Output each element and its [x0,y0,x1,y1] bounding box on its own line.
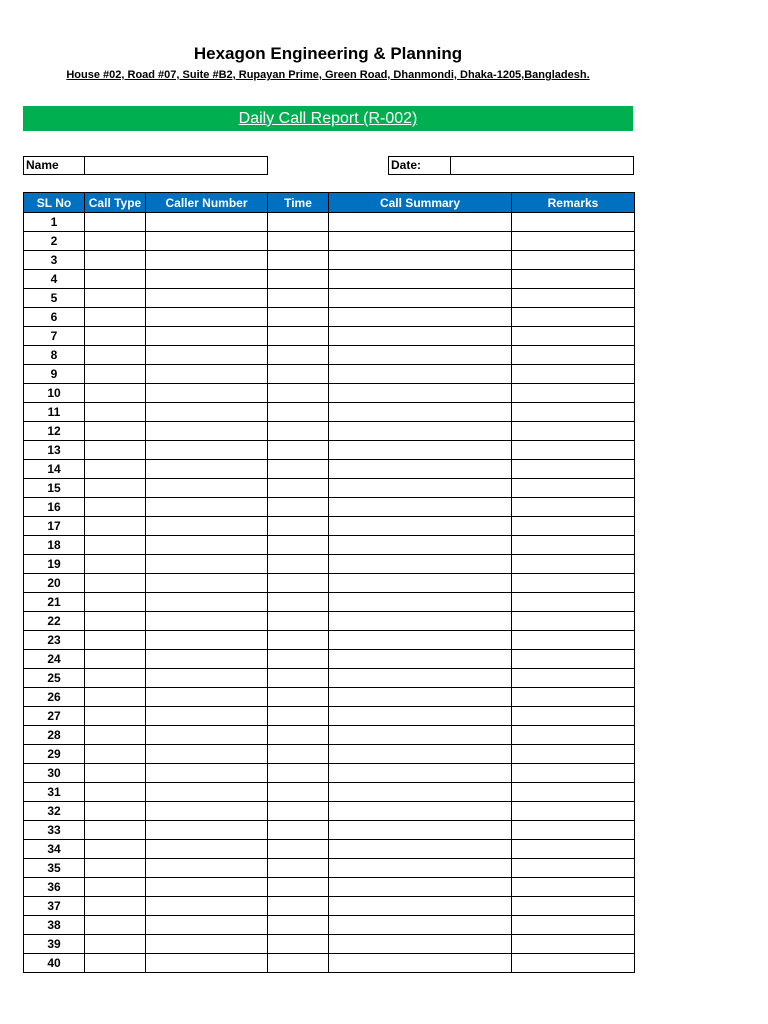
sl-no-cell: 24 [24,650,85,669]
caller-number-cell[interactable] [146,859,268,878]
table-row [24,669,635,688]
caller-number-cell[interactable] [146,707,268,726]
remarks-cell[interactable] [512,270,635,289]
caller-number-cell[interactable] [146,384,268,403]
report-title-banner: Daily Call Report (R-002) [23,106,633,131]
remarks-cell[interactable] [512,384,635,403]
time-cell[interactable] [268,954,329,973]
caller-number-cell[interactable] [146,688,268,707]
sl-no-cell: 7 [24,327,85,346]
time-cell[interactable] [268,688,329,707]
sl-no-cell: 40 [24,954,85,973]
remarks-cell[interactable] [512,897,635,916]
time-cell[interactable] [268,707,329,726]
sl-no-cell: 34 [24,840,85,859]
remarks-cell[interactable] [512,327,635,346]
call-summary-cell[interactable] [329,745,512,764]
column-header-caller-number: Caller Number [146,193,268,213]
table-row [24,498,635,517]
call-type-cell[interactable] [85,916,146,935]
time-cell[interactable] [268,764,329,783]
remarks-cell[interactable] [512,536,635,555]
call-summary-cell[interactable] [329,783,512,802]
time-cell[interactable] [268,232,329,251]
time-cell[interactable] [268,745,329,764]
remarks-cell[interactable] [512,232,635,251]
table-row [24,916,635,935]
call-summary-cell[interactable] [329,555,512,574]
call-type-cell[interactable] [85,612,146,631]
call-type-cell[interactable] [85,802,146,821]
call-type-cell[interactable] [85,726,146,745]
table-row [24,441,635,460]
remarks-cell[interactable] [512,441,635,460]
remarks-cell[interactable] [512,783,635,802]
table-row [24,270,635,289]
table-row [24,897,635,916]
remarks-cell[interactable] [512,764,635,783]
caller-number-cell[interactable] [146,555,268,574]
time-cell[interactable] [268,498,329,517]
table-row [24,650,635,669]
caller-number-cell[interactable] [146,650,268,669]
caller-number-cell[interactable] [146,346,268,365]
call-summary-cell[interactable] [329,232,512,251]
time-cell[interactable] [268,460,329,479]
time-cell[interactable] [268,479,329,498]
sl-no-cell: 14 [24,460,85,479]
call-summary-cell[interactable] [329,764,512,783]
sl-no-cell: 22 [24,612,85,631]
table-row [24,517,635,536]
time-cell[interactable] [268,441,329,460]
time-cell[interactable] [268,327,329,346]
call-type-cell[interactable] [85,764,146,783]
call-summary-cell[interactable] [329,840,512,859]
sl-no-cell: 32 [24,802,85,821]
call-summary-cell[interactable] [329,574,512,593]
caller-number-cell[interactable] [146,479,268,498]
call-summary-cell[interactable] [329,365,512,384]
call-type-cell[interactable] [85,403,146,422]
call-summary-cell[interactable] [329,897,512,916]
remarks-cell[interactable] [512,935,635,954]
time-cell[interactable] [268,631,329,650]
sl-no-cell: 2 [24,232,85,251]
call-type-cell[interactable] [85,517,146,536]
caller-number-cell[interactable] [146,213,268,232]
sl-no-cell: 4 [24,270,85,289]
table-row [24,935,635,954]
call-type-cell[interactable] [85,213,146,232]
call-summary-cell[interactable] [329,270,512,289]
call-type-cell[interactable] [85,650,146,669]
call-summary-cell[interactable] [329,726,512,745]
remarks-cell[interactable] [512,403,635,422]
date-label: Date: [388,156,451,175]
call-summary-cell[interactable] [329,935,512,954]
time-cell[interactable] [268,669,329,688]
remarks-cell[interactable] [512,859,635,878]
time-cell[interactable] [268,650,329,669]
caller-number-cell[interactable] [146,574,268,593]
table-row [24,631,635,650]
table-row [24,707,635,726]
call-summary-cell[interactable] [329,517,512,536]
call-report-table [23,192,635,973]
table-row [24,384,635,403]
table-row [24,802,635,821]
call-type-cell[interactable] [85,384,146,403]
call-type-cell[interactable] [85,346,146,365]
sl-no-cell: 5 [24,289,85,308]
remarks-cell[interactable] [512,422,635,441]
table-row [24,213,635,232]
caller-number-cell[interactable] [146,232,268,251]
table-row [24,783,635,802]
remarks-cell[interactable] [512,593,635,612]
sl-no-cell: 15 [24,479,85,498]
caller-number-cell[interactable] [146,289,268,308]
sl-no-cell: 1 [24,213,85,232]
sl-no-cell: 26 [24,688,85,707]
sl-no-cell: 31 [24,783,85,802]
table-row [24,460,635,479]
call-type-cell[interactable] [85,460,146,479]
call-summary-cell[interactable] [329,213,512,232]
remarks-cell[interactable] [512,669,635,688]
table-row [24,289,635,308]
call-type-cell[interactable] [85,935,146,954]
time-cell[interactable] [268,897,329,916]
time-cell[interactable] [268,859,329,878]
call-summary-cell[interactable] [329,821,512,840]
sl-no-cell: 33 [24,821,85,840]
table-row [24,574,635,593]
remarks-cell[interactable] [512,726,635,745]
remarks-cell[interactable] [512,745,635,764]
remarks-cell[interactable] [512,954,635,973]
call-summary-cell[interactable] [329,631,512,650]
call-summary-cell[interactable] [329,289,512,308]
sl-no-cell: 23 [24,631,85,650]
call-type-cell[interactable] [85,536,146,555]
time-cell[interactable] [268,821,329,840]
sl-no-cell: 17 [24,517,85,536]
caller-number-cell[interactable] [146,783,268,802]
sl-no-cell: 27 [24,707,85,726]
call-type-cell[interactable] [85,707,146,726]
table-row [24,479,635,498]
call-summary-cell[interactable] [329,441,512,460]
table-header-row [24,193,635,213]
company-address: House #02, Road #07, Suite #B2, Rupayan Prime, Green Road, Dhanmondi, Dhaka-1205,Bangladesh. [66,69,590,81]
remarks-cell[interactable] [512,479,635,498]
remarks-cell[interactable] [512,707,635,726]
call-type-cell[interactable] [85,270,146,289]
call-type-cell[interactable] [85,422,146,441]
call-summary-cell[interactable] [329,954,512,973]
caller-number-cell[interactable] [146,878,268,897]
call-summary-cell[interactable] [329,612,512,631]
call-type-cell[interactable] [85,365,146,384]
table-row [24,612,635,631]
call-type-cell[interactable] [85,441,146,460]
caller-number-cell[interactable] [146,821,268,840]
column-header-remarks: Remarks [512,193,635,213]
time-cell[interactable] [268,422,329,441]
table-row [24,403,635,422]
call-type-cell[interactable] [85,669,146,688]
caller-number-cell[interactable] [146,403,268,422]
remarks-cell[interactable] [512,802,635,821]
table-row [24,365,635,384]
table-row [24,878,635,897]
call-summary-cell[interactable] [329,384,512,403]
call-summary-cell[interactable] [329,460,512,479]
remarks-cell[interactable] [512,251,635,270]
time-cell[interactable] [268,346,329,365]
table-row [24,536,635,555]
call-type-cell[interactable] [85,555,146,574]
company-name: Hexagon Engineering & Planning [193,44,463,63]
time-cell[interactable] [268,783,329,802]
remarks-cell[interactable] [512,916,635,935]
time-cell[interactable] [268,935,329,954]
call-type-cell[interactable] [85,821,146,840]
caller-number-cell[interactable] [146,460,268,479]
table-row [24,327,635,346]
call-summary-cell[interactable] [329,688,512,707]
call-summary-cell[interactable] [329,479,512,498]
caller-number-cell[interactable] [146,308,268,327]
remarks-cell[interactable] [512,574,635,593]
time-cell[interactable] [268,289,329,308]
call-summary-cell[interactable] [329,593,512,612]
time-cell[interactable] [268,878,329,897]
sl-no-cell: 16 [24,498,85,517]
caller-number-cell[interactable] [146,498,268,517]
call-type-cell[interactable] [85,232,146,251]
call-type-cell[interactable] [85,251,146,270]
call-type-cell[interactable] [85,878,146,897]
call-summary-cell[interactable] [329,346,512,365]
caller-number-cell[interactable] [146,631,268,650]
table-body [24,213,635,973]
call-summary-cell[interactable] [329,327,512,346]
call-summary-cell[interactable] [329,859,512,878]
call-type-cell[interactable] [85,327,146,346]
caller-number-cell[interactable] [146,270,268,289]
time-cell[interactable] [268,593,329,612]
caller-number-cell[interactable] [146,802,268,821]
time-cell[interactable] [268,308,329,327]
table-row [24,726,635,745]
column-header-call-type: Call Type [85,193,146,213]
call-type-cell[interactable] [85,897,146,916]
sl-no-cell: 35 [24,859,85,878]
caller-number-cell[interactable] [146,365,268,384]
time-cell[interactable] [268,536,329,555]
sl-no-cell: 20 [24,574,85,593]
table-row [24,593,635,612]
name-field[interactable] [84,156,268,175]
call-summary-cell[interactable] [329,498,512,517]
call-type-cell[interactable] [85,498,146,517]
caller-number-cell[interactable] [146,935,268,954]
sl-no-cell: 11 [24,403,85,422]
table-row [24,232,635,251]
sl-no-cell: 30 [24,764,85,783]
call-type-cell[interactable] [85,859,146,878]
call-summary-cell[interactable] [329,403,512,422]
remarks-cell[interactable] [512,498,635,517]
call-type-cell[interactable] [85,631,146,650]
remarks-cell[interactable] [512,612,635,631]
call-summary-cell[interactable] [329,707,512,726]
sl-no-cell: 13 [24,441,85,460]
sl-no-cell: 10 [24,384,85,403]
caller-number-cell[interactable] [146,764,268,783]
remarks-cell[interactable] [512,821,635,840]
caller-number-cell[interactable] [146,441,268,460]
table-row [24,555,635,574]
caller-number-cell[interactable] [146,536,268,555]
remarks-cell[interactable] [512,365,635,384]
column-header-time: Time [268,193,329,213]
sl-no-cell: 12 [24,422,85,441]
time-cell[interactable] [268,612,329,631]
sl-no-cell: 28 [24,726,85,745]
table-row [24,954,635,973]
sl-no-cell: 25 [24,669,85,688]
table-row [24,251,635,270]
call-type-cell[interactable] [85,783,146,802]
table-row [24,422,635,441]
caller-number-cell[interactable] [146,897,268,916]
time-cell[interactable] [268,365,329,384]
call-type-cell[interactable] [85,574,146,593]
remarks-cell[interactable] [512,308,635,327]
sl-no-cell: 21 [24,593,85,612]
remarks-cell[interactable] [512,213,635,232]
remarks-cell[interactable] [512,346,635,365]
caller-number-cell[interactable] [146,669,268,688]
remarks-cell[interactable] [512,878,635,897]
table-row [24,346,635,365]
caller-number-cell[interactable] [146,422,268,441]
caller-number-cell[interactable] [146,916,268,935]
call-type-cell[interactable] [85,840,146,859]
call-summary-cell[interactable] [329,669,512,688]
date-field[interactable] [450,156,634,175]
remarks-cell[interactable] [512,840,635,859]
call-summary-cell[interactable] [329,802,512,821]
sl-no-cell: 18 [24,536,85,555]
time-cell[interactable] [268,916,329,935]
caller-number-cell[interactable] [146,954,268,973]
call-summary-cell[interactable] [329,308,512,327]
time-cell[interactable] [268,574,329,593]
time-cell[interactable] [268,726,329,745]
time-cell[interactable] [268,270,329,289]
call-summary-cell[interactable] [329,251,512,270]
sl-no-cell: 8 [24,346,85,365]
time-cell[interactable] [268,802,329,821]
call-summary-cell[interactable] [329,878,512,897]
call-type-cell[interactable] [85,308,146,327]
call-summary-cell[interactable] [329,916,512,935]
caller-number-cell[interactable] [146,327,268,346]
column-header-sl-no: SL No [24,193,85,213]
time-cell[interactable] [268,403,329,422]
remarks-cell[interactable] [512,460,635,479]
remarks-cell[interactable] [512,555,635,574]
caller-number-cell[interactable] [146,612,268,631]
call-type-cell[interactable] [85,593,146,612]
column-header-call-summary: Call Summary [329,193,512,213]
sl-no-cell: 36 [24,878,85,897]
call-summary-cell[interactable] [329,422,512,441]
time-cell[interactable] [268,213,329,232]
time-cell[interactable] [268,384,329,403]
sl-no-cell: 19 [24,555,85,574]
table-row [24,821,635,840]
time-cell[interactable] [268,555,329,574]
caller-number-cell[interactable] [146,593,268,612]
call-type-cell[interactable] [85,745,146,764]
table-row [24,308,635,327]
remarks-cell[interactable] [512,650,635,669]
caller-number-cell[interactable] [146,840,268,859]
sl-no-cell: 6 [24,308,85,327]
call-summary-cell[interactable] [329,650,512,669]
caller-number-cell[interactable] [146,726,268,745]
table-row [24,859,635,878]
call-summary-cell[interactable] [329,536,512,555]
sl-no-cell: 38 [24,916,85,935]
call-type-cell[interactable] [85,479,146,498]
table-row [24,745,635,764]
remarks-cell[interactable] [512,517,635,536]
time-cell[interactable] [268,517,329,536]
sl-no-cell: 39 [24,935,85,954]
name-label: Name [23,156,85,175]
table-row [24,840,635,859]
time-cell[interactable] [268,840,329,859]
table-row [24,688,635,707]
time-cell[interactable] [268,251,329,270]
sl-no-cell: 3 [24,251,85,270]
remarks-cell[interactable] [512,631,635,650]
remarks-cell[interactable] [512,289,635,308]
caller-number-cell[interactable] [146,517,268,536]
sl-no-cell: 9 [24,365,85,384]
caller-number-cell[interactable] [146,745,268,764]
sl-no-cell: 37 [24,897,85,916]
table-row [24,764,635,783]
remarks-cell[interactable] [512,688,635,707]
call-type-cell[interactable] [85,688,146,707]
sl-no-cell: 29 [24,745,85,764]
call-type-cell[interactable] [85,954,146,973]
call-type-cell[interactable] [85,289,146,308]
caller-number-cell[interactable] [146,251,268,270]
